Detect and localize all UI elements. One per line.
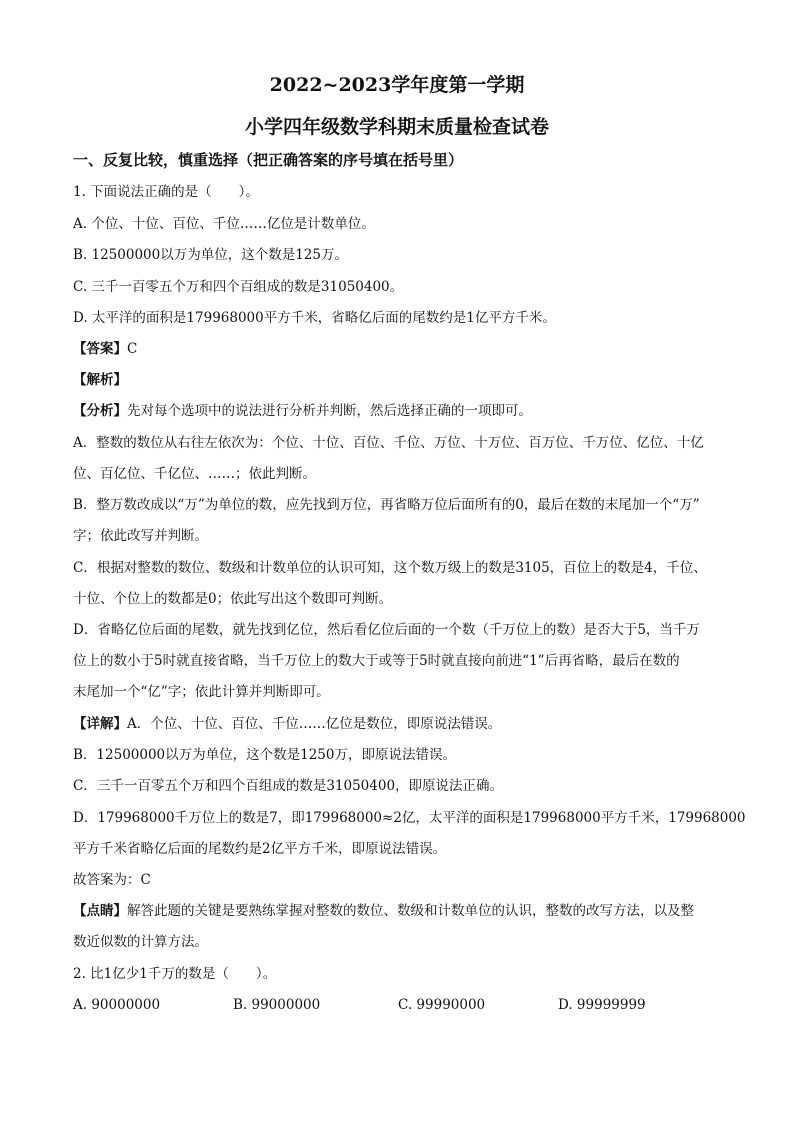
xiangjie-b: B．12500000以万为单位，这个数是1250万，即原说法错误。 <box>73 747 456 763</box>
question-2-option-c: C. 99990000 <box>398 997 486 1013</box>
question-2-option-d: D. 99999999 <box>558 997 646 1013</box>
section-heading: 一、反复比较，慎重选择（把正确答案的序号填在括号里） <box>73 151 464 169</box>
analysis-b-line2: 字；依此改写并判断。 <box>73 528 208 544</box>
analysis-d-line1: D．省略亿位后面的尾数，就先找到亿位，然后看亿位后面的一个数（千万位上的数）是否大于5，当千万 <box>73 622 700 638</box>
analysis-b-line1: B．整万数改成以“万”为单位的数，应先找到万位，再省略万位后面所有的0，最后在数的末尾加一个“万” <box>73 497 700 513</box>
xiangjie-d-line1: D．179968000千万位上的数是7，即179968000≈2亿，太平洋的面积是179968000平方千米，179968000 <box>73 810 746 826</box>
exam-title-line2: 小学四年级数学科期末质量检查试卷 <box>244 116 549 138</box>
question-1-option-a: A. 个位、十位、百位、千位……亿位是计数单位。 <box>73 216 375 232</box>
analysis-a-line1: A．整数的数位从右往左依次为：个位、十位、百位、千位、万位、十万位、百万位、千万位、亿位、十亿 <box>73 435 704 451</box>
analysis-d-line2: 位上的数小于5时就直接省略，当千万位上的数大于或等于5时就直接向前进“1”后再省略，最后在数的 <box>73 653 680 669</box>
question-2-option-b: B. 99000000 <box>233 997 321 1013</box>
exam-title-line1: 2022~2023学年度第一学期 <box>269 74 525 96</box>
dianjing-line2: 数近似数的计算方法。 <box>73 934 208 950</box>
xiangjie-tag: 【详解】 <box>73 716 127 732</box>
fenxi-line <box>73 401 733 421</box>
analysis-tag: 【解析】 <box>73 372 127 388</box>
conclusion: 故答案为：C <box>73 872 151 888</box>
analysis-d-line3: 末尾加一个“亿”字；依此计算并判断即可。 <box>73 684 330 700</box>
xiangjie-line <box>73 714 733 734</box>
dianjing-tag: 【点睛】 <box>73 903 127 919</box>
xiangjie-d-line2: 平方千米省略亿后面的尾数约是2亿平方千米，即原说法错误。 <box>73 841 447 857</box>
answer-tag: 【答案】 <box>73 341 127 357</box>
question-1-option-b: B. 12500000以万为单位，这个数是125万。 <box>73 247 348 263</box>
question-2-stem: 2. 比1亿少1千万的数是（ ）。 <box>73 966 277 982</box>
question-1-option-d: D. 太平洋的面积是179968000平方千米，省略亿后面的尾数约是1亿平方千米。 <box>73 310 556 326</box>
dianjing-text: 解答此题的关键是要熟练掌握对整数的数位、数级和计数单位的认识，整数的改写方法，以及整 <box>127 903 694 919</box>
question-1-option-c: C. 三千一百零五个万和四个百组成的数是31050400。 <box>73 279 404 295</box>
xiangjie-a: A．个位、十位、百位、千位……亿位是数位，即原说法错误。 <box>127 716 502 732</box>
question-1-stem: 1. 下面说法正确的是（ ）。 <box>73 184 259 200</box>
dianjing-line <box>73 901 733 921</box>
xiangjie-c: C．三千一百零五个万和四个百组成的数是31050400，即原说法正确。 <box>73 778 504 794</box>
analysis-a-line2: 位、百亿位、千亿位、……；依此判断。 <box>73 466 316 482</box>
analysis-c-line1: C．根据对整数的数位、数级和计数单位的认识可知，这个数万级上的数是3105，百位上的数是4，千位、 <box>73 560 707 576</box>
question-2-option-a: A. 90000000 <box>73 997 161 1013</box>
fenxi-tag: 【分析】 <box>73 403 127 419</box>
answer-line <box>73 339 733 359</box>
answer-value: C <box>127 341 138 357</box>
fenxi-text: 先对每个选项中的说法进行分析并判断，然后选择正确的一项即可。 <box>127 403 532 419</box>
analysis-c-line2: 十位、个位上的数都是0；依此写出这个数即可判断。 <box>73 591 393 607</box>
